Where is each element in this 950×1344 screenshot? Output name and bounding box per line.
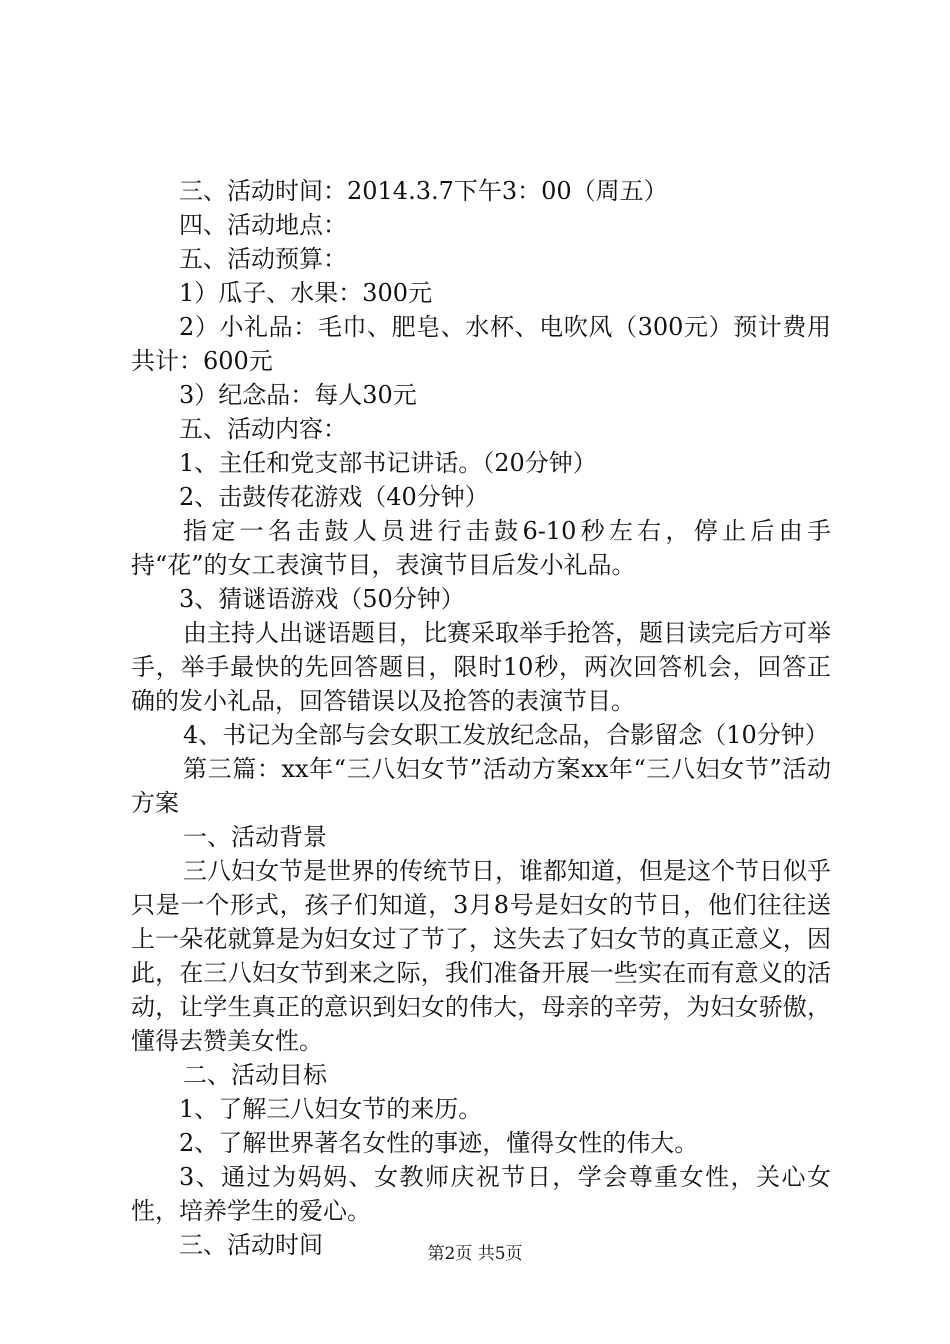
paragraph-budget-item-3: 3）纪念品：每人30元 [179, 381, 417, 409]
paragraph-activity-location: 四、活动地点： [179, 211, 347, 239]
paragraph-background-text: 三八妇女节是世界的传统节日，谁都知道，但是这个节日似乎只是一个形式，孩子们知道，3月8号是妇女的节日，他们往往送上一朵花就算是为妇女过了节了，这失去了妇女节的真正意义，因此，在三八妇女节到来之际，我们准备开展一些实在而有意义的活动，让学生真正的意识到妇女的伟大，母亲的辛劳，为妇女骄傲，懂得去赞美女性。 [131, 857, 831, 1055]
paragraph-content-item-1: 1、主任和党支部书记讲话。（20分钟） [179, 449, 597, 477]
paragraph-budget-item-1: 1）瓜子、水果：300元 [179, 279, 433, 307]
paragraph-time-heading: 三、活动时间 [179, 1231, 323, 1259]
paragraph-activity-content: 五、活动内容： [179, 415, 347, 443]
paragraph-goal-3: 3、通过为妈妈、女教师庆祝节日，学会尊重女性，关心女性，培养学生的爱心。 [131, 1163, 831, 1225]
document-body [131, 174, 831, 1262]
page-number-footer: 第2页 共5页 [427, 1244, 523, 1264]
paragraph-content-item-3: 3、猜谜语游戏（50分钟） [179, 585, 465, 613]
paragraph-content-item-2: 2、击鼓传花游戏（40分钟） [179, 483, 489, 511]
paragraph-activity-time: 三、活动时间：2014.3.7下午3：00（周五） [179, 177, 668, 205]
paragraph-content-item-4: 4、书记为全部与会女职工发放纪念品，合影留念（10分钟） [183, 721, 829, 749]
paragraph-budget-item-2: 2）小礼品：毛巾、肥皂、水杯、电吹风（300元）预计费用共计：600元 [131, 313, 831, 375]
paragraph-section-title: 第三篇：xx年“三八妇女节”活动方案xx年“三八妇女节”活动方案 [131, 755, 831, 817]
paragraph-goal-1: 1、了解三八妇女节的来历。 [179, 1095, 483, 1123]
paragraph-riddle-game-detail: 由主持人出谜语题目，比赛采取举手抢答，题目读完后方可举手，举手最快的先回答题目，限时10秒，两次回答机会，回答正确的发小礼品，回答错误以及抢答的表演节目。 [131, 619, 831, 715]
paragraph-goal-2: 2、了解世界著名女性的事迹，懂得女性的伟大。 [179, 1129, 699, 1157]
paragraph-goals-heading: 二、活动目标 [183, 1061, 327, 1089]
paragraph-activity-budget: 五、活动预算： [179, 245, 347, 273]
paragraph-drum-game-detail: 指定一名击鼓人员进行击鼓6-10秒左右，停止后由手持“花”的女工表演节目，表演节目后发小礼品。 [131, 517, 831, 579]
paragraph-background-heading: 一、活动背景 [183, 823, 327, 851]
